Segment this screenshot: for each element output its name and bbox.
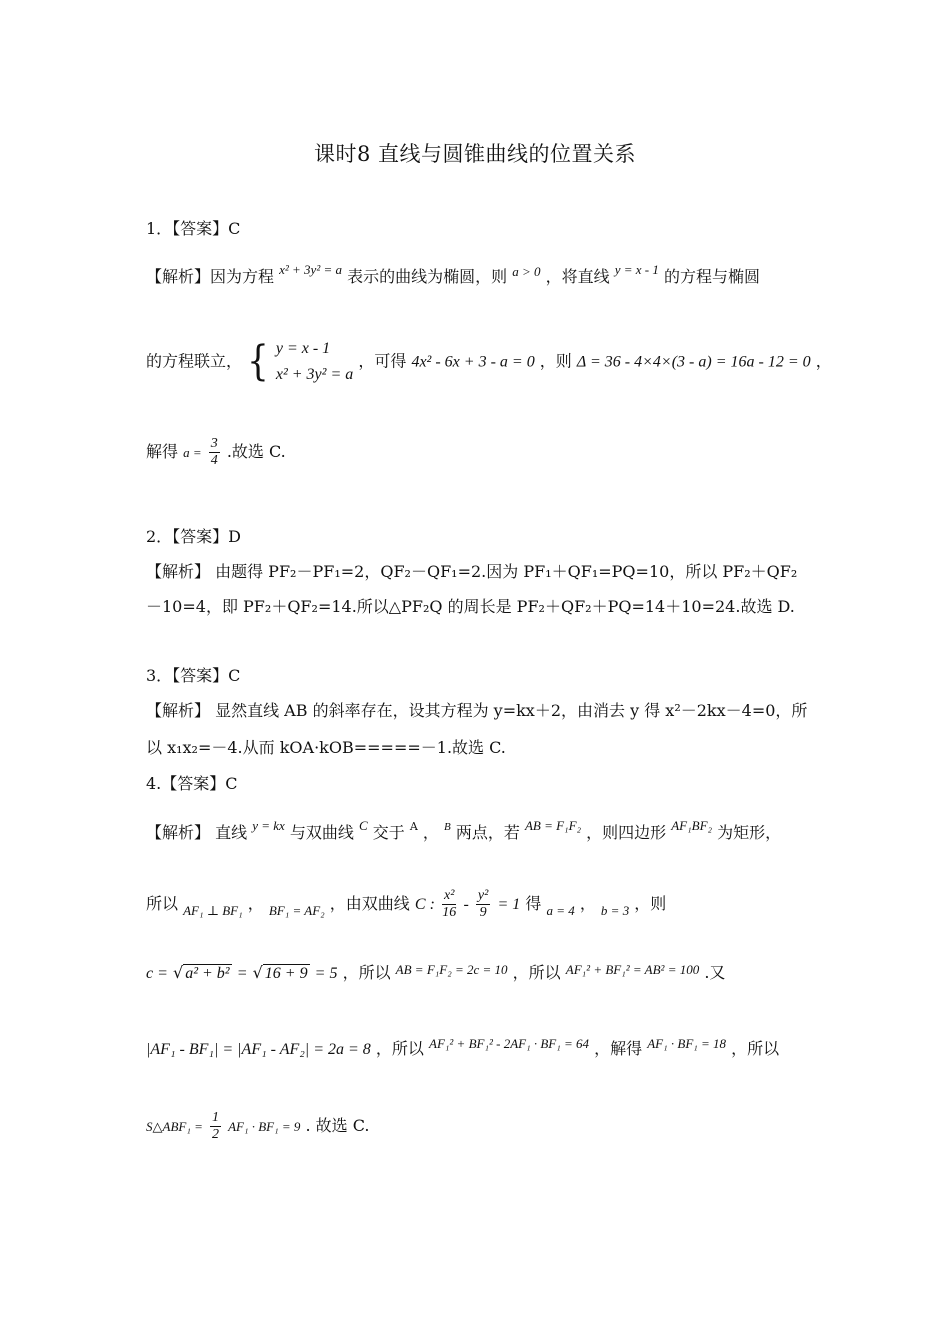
brace-symbol: { [247,338,269,386]
q4-perpendicular: AF₁ ⊥ BF₁ [183,903,243,918]
q4-point-b: B [444,821,451,833]
fraction-denominator: 16 [442,905,457,920]
fraction-numerator: x² [443,888,455,903]
q1-text: 的方程联立， [146,351,243,371]
q4-text: . 故选 C. [305,1116,370,1135]
q1-condition: a > 0 [512,264,541,279]
q4-absolute-difference: |AF₁ - BF₁| = |AF₁ - AF₂| = 2a = 8 [146,1041,371,1058]
fraction-half [210,1110,221,1143]
q4-explanation-line3 [146,960,725,983]
q1-text: ， [815,351,832,371]
q4-text: 与双曲线 [289,823,354,842]
q4-text: 交于 [372,823,405,842]
equals-sign: = [236,965,248,982]
fraction-denominator: 4 [210,453,218,468]
equals-one: = 1 [497,896,521,913]
q1-line-equation: y = x - 1 [614,262,659,277]
q4-text: ，则四边形 [586,823,667,842]
q2-explanation-line1: 【解析】 由题得 PF₂－PF₁=2，QF₂－QF₁=2.因为 PF₁＋QF₁=PQ=10，所以 PF₂＋QF₂ [146,562,798,581]
fraction-denominator: 2 [211,1127,219,1142]
q1-text: ，则 [539,351,572,371]
q4-point-a: A [409,820,418,833]
q1-text: 表示的曲线为椭圆，则 [347,267,508,286]
q4-product: AF₁ · BF₁ = 18 [647,1036,727,1051]
q1-explanation-line3 [146,436,286,469]
q4-text: ，则 [634,894,667,913]
q4-text: .又 [704,963,726,982]
q4-b-value: b = 3 [600,903,630,918]
q1-discriminant: Δ = 36 - 4×4×(3 - a) = 16a - 12 = 0 [576,353,811,371]
system-row-1: y = x - 1 [275,340,331,357]
q3-explanation-line2: 以 x₁x₂=－4.从而 kOA·kOB=====－1.故选 C. [146,738,506,757]
q4-equal-sides: BF₁ = AF₂ [268,903,325,918]
q2-answer: 2．【答案】D [146,527,242,546]
q1-text: .故选 C. [226,442,286,461]
q1-variable: a = [183,445,202,460]
fraction-numerator: 3 [210,436,218,451]
q4-text: ，解得 [594,1039,643,1058]
q4-text: ，所以 [342,963,391,982]
sqrt-content: a² + b² [185,965,230,982]
q4-text: 所以 [146,894,179,913]
q4-explanation-line1 [146,818,781,843]
sqrt-symbol: √ [173,963,184,982]
q1-text: ，可得 [358,351,407,371]
q4-text: 为矩形， [717,823,782,842]
q4-explanation-line2 [146,888,666,921]
q4-area-expression: AF₁ · BF₁ = 9 [228,1119,301,1134]
q4-ab-length: AB = F₁F₂ = 2c = 10 [395,962,508,977]
fraction-denominator: 9 [479,905,487,920]
q4-text: ，所以 [731,1039,780,1058]
q1-explanation-line1 [146,262,760,287]
q4-answer: 4.【答案】C [146,774,238,793]
q4-text: 两点，若 [455,823,520,842]
q4-area-label: S△ABF₁ = [146,1119,203,1134]
q4-text: ，所以 [512,963,561,982]
equation-system [276,336,353,388]
q4-c-value: = 5 [314,965,338,982]
q1-text: 解得 [146,442,179,461]
q4-a-value: a = 4 [546,903,575,918]
q4-condition: AB = F₁F₂ [524,818,582,833]
page-title: 课时8 直线与圆锥曲线的位置关系 [313,142,637,166]
q4-c-label: c = [146,965,168,982]
system-row-2: x² + 3y² = a [275,366,354,383]
q1-text: 【解析】因为方程 [146,267,275,286]
fraction [209,436,220,469]
q4-explanation-line4 [146,1036,779,1059]
q4-text: ，所以 [375,1039,424,1058]
q4-curve-c: C [358,818,368,833]
q1-answer: 1．【答案】C [146,219,241,238]
q4-expanded-equation: AF₁² + BF₁² - 2AF₁ · BF₁ = 64 [429,1036,590,1051]
q1-text: ，将直线 [545,267,610,286]
q4-text: ， [247,894,264,913]
q4-text: ，由双曲线 [329,894,410,913]
q2-explanation-line2: －10=4，即 PF₂＋QF₂=14.所以△PF₂Q 的周长是 PF₂＋QF₂＋PQ=14＋10=24.故选 D. [146,597,795,616]
q4-explanation-line5 [146,1110,370,1143]
fraction-numerator: 1 [211,1110,219,1125]
q4-quadrilateral: AF₁BF₂ [671,818,713,833]
q4-text: 得 [525,894,542,913]
sqrt-symbol: √ [252,963,263,982]
fraction-y [476,888,490,921]
q4-text: ， [422,823,439,842]
q3-explanation-line1: 【解析】 显然直线 AB 的斜率存在，设其方程为 y=kx＋2，由消去 y 得 x²－2kx－4=0，所 [146,701,808,720]
q4-text: ， [579,894,596,913]
q4-hyperbola-label: C : [414,896,435,913]
q1-ellipse-equation: x² + 3y² = a [279,262,342,277]
minus-sign: - [463,896,469,913]
q4-pythagoras: AF₁² + BF₁² = AB² = 100 [565,962,700,977]
q4-line-equation: y = kx [252,818,285,833]
fraction-x [442,888,456,921]
fraction-numerator: y² [477,888,489,903]
q1-quadratic: 4x² - 6x + 3 - a = 0 [411,353,535,371]
q1-explanation-line2 [146,336,832,388]
q3-answer: 3．【答案】C [146,666,241,685]
q4-text: 【解析】 直线 [146,823,248,842]
sqrt-content: 16 + 9 [264,965,308,982]
q1-text: 的方程与椭圆 [663,267,760,286]
